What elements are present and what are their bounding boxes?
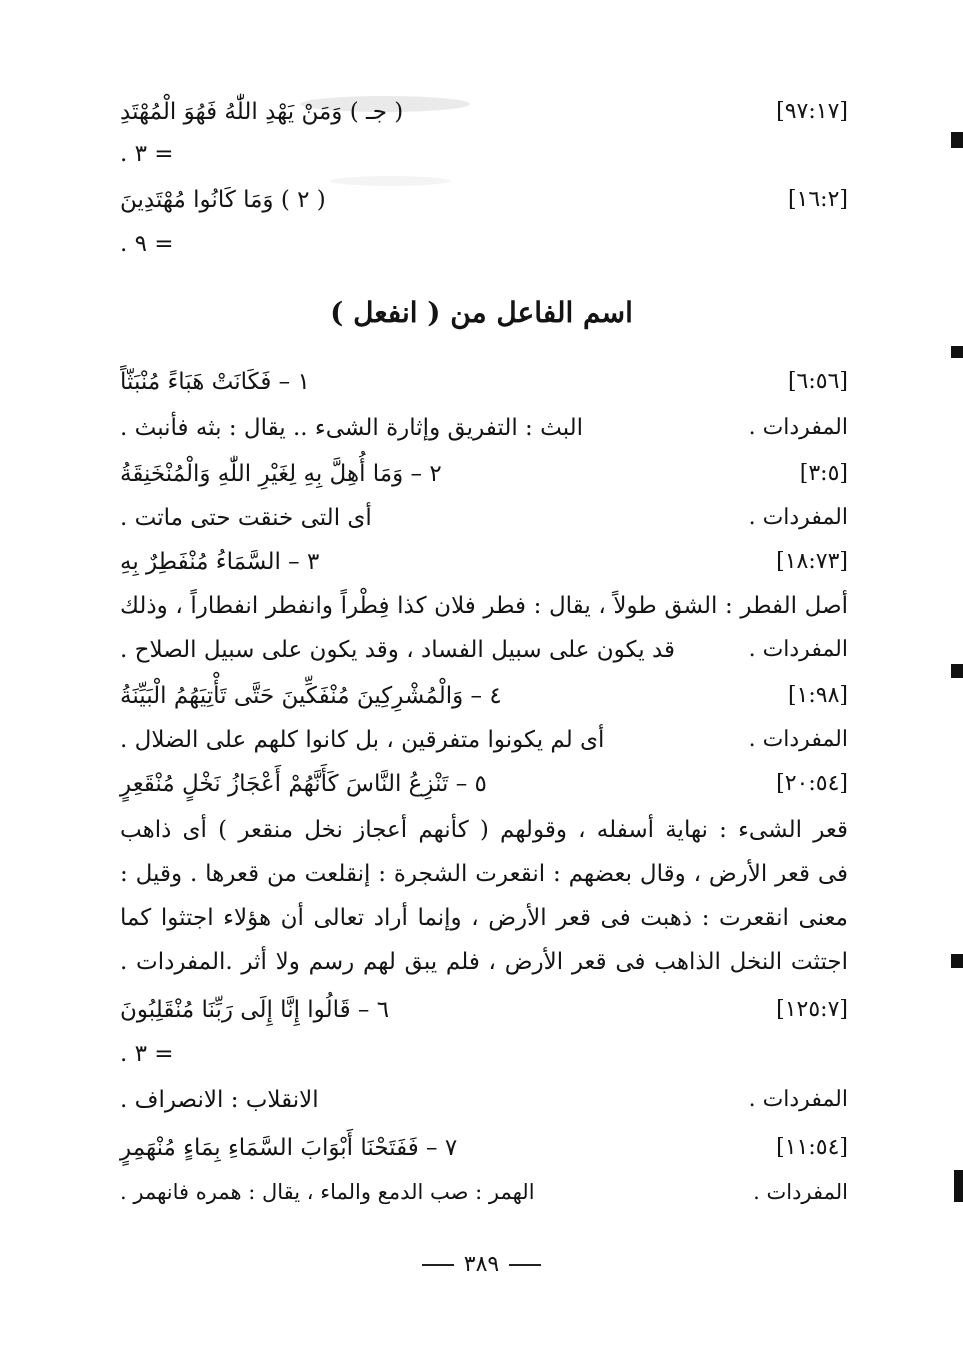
source-label: المفردات . <box>748 505 848 530</box>
note-text: الانقلاب : الانصراف . <box>120 1087 319 1113</box>
source-label: المفردات . <box>753 1180 848 1204</box>
page-number: ٣٨٩ <box>463 1252 500 1277</box>
count-line <box>120 1032 848 1076</box>
page-footer <box>0 1248 963 1282</box>
note-line <box>120 1170 848 1214</box>
source-label: المفردات . <box>748 1087 848 1112</box>
note-line <box>120 940 848 984</box>
count-text: = ٩ . <box>120 231 174 257</box>
edge-mark <box>951 132 963 148</box>
verse-text: ( ٢ ) وَمَا كَانُوا مُهْتَدِينَ <box>120 187 326 213</box>
source-label: المفردات . <box>748 727 848 752</box>
note-text: قعر الشىء : نهاية أسفله ، وقولهم ( كأنهم أعجاز نخل منقعر ) أى ذاهب <box>120 817 848 843</box>
verse-line <box>120 762 848 806</box>
footer-dash <box>422 1264 454 1266</box>
note-text: معنى انقعرت : ذهبت فى قعر الأرض ، وإنما أراد تعالى أن هؤلاء اجتثوا كما <box>120 905 848 931</box>
note-text: أصل الفطر : الشق طولاً ، يقال : فطر فلان كذا فِطْراً وانفطر انفطاراً ، وذلك <box>120 593 848 619</box>
verse-text: ١ – فَكَانَتْ هَبَاءً مُنْبَثّاً <box>120 369 310 395</box>
note-line <box>120 718 848 762</box>
verse-line <box>120 540 848 584</box>
verse-line <box>120 90 848 134</box>
verse-text: ٥ – تَنْزِعُ النَّاسَ كَأَنَّهُمْ أَعْجَازُ نَخْلٍ مُنْقَعِرٍ <box>120 771 487 797</box>
verse-line <box>120 674 848 718</box>
verse-line <box>120 1126 848 1170</box>
note-line <box>120 406 848 450</box>
note-text: أى التى خنقت حتى ماتت . <box>120 505 372 531</box>
note-text: قد يكون على سبيل الفساد ، وقد يكون على سبيل الصلاح . <box>120 637 676 663</box>
verse-line <box>120 988 848 1032</box>
footer-dash <box>509 1264 541 1266</box>
note-line <box>120 628 848 672</box>
note-text: الهمر : صب الدمع والماء ، يقال : همره فانهمر . <box>120 1180 535 1204</box>
note-line <box>120 808 848 852</box>
verse-reference: [١١:٥٤] <box>776 1135 848 1160</box>
source-label: المفردات . <box>748 637 848 662</box>
verse-reference: [٦:٥٦] <box>787 369 848 394</box>
note-line <box>120 896 848 940</box>
verse-reference: [٢٠:٥٤] <box>776 771 848 796</box>
note-line <box>120 1078 848 1122</box>
verse-reference: [١:٩٨] <box>787 683 848 708</box>
verse-text: ٢ – وَمَا أُهِلَّ بِهِ لِغَيْرِ اللّٰهِ وَالْمُنْخَنِقَةُ <box>120 461 442 487</box>
verse-reference: [١٢٥:٧] <box>776 997 848 1022</box>
count-line <box>120 222 848 266</box>
edge-mark <box>951 664 963 678</box>
source-label: المفردات . <box>748 415 848 440</box>
note-line <box>120 496 848 540</box>
verse-text: ٣ – السَّمَاءُ مُنْفَطِرٌ بِهِ <box>120 549 320 575</box>
verse-text: ( جـ ) وَمَنْ يَهْدِ اللّٰهُ فَهُوَ الْمُهْتَدِ <box>120 99 404 125</box>
verse-line <box>120 452 848 496</box>
section-title: اسم الفاعل من ( انفعل ) <box>330 296 633 329</box>
verse-line <box>120 178 848 222</box>
verse-reference: [١٦:٢] <box>787 187 848 212</box>
verse-line <box>120 360 848 404</box>
verse-text: ٤ – وَالْمُشْرِكِينَ مُنْفَكِّينَ حَتَّى تَأْتِيَهُمُ الْبَيِّنَةُ <box>120 683 502 709</box>
note-line <box>120 584 848 628</box>
verse-reference: [٣:٥] <box>799 461 848 486</box>
note-text: اجتثت النخل الذاهب فى قعر الأرض ، فلم يبق لهم رسم ولا أثر .المفردات . <box>120 949 848 975</box>
edge-mark <box>951 954 963 968</box>
verse-text: ٦ – قَالُوا إِنَّا إِلَى رَبِّنَا مُنْقَلِبُونَ <box>120 997 390 1023</box>
note-text: البث : التفريق وإثارة الشىء .. يقال : بثه فأنبث . <box>120 415 584 441</box>
verse-reference: [١٨:٧٣] <box>776 549 848 574</box>
count-text: = ٣ . <box>120 1041 174 1067</box>
note-text: فى قعر الأرض ، وقال بعضهم : انقعرت الشجرة : إنقلعت من قعرها . وقيل : <box>120 861 848 887</box>
edge-mark <box>954 1170 963 1202</box>
note-line <box>120 852 848 896</box>
verse-reference: [٩٧:١٧] <box>776 99 848 124</box>
note-text: أى لم يكونوا متفرقين ، بل كانوا كلهم على الضلال . <box>120 727 605 753</box>
count-line <box>120 132 848 176</box>
count-text: = ٣ . <box>120 141 174 167</box>
edge-mark <box>951 346 963 358</box>
verse-text: ٧ – فَفَتَحْنَا أَبْوَابَ السَّمَاءِ بِمَاءٍ مُنْهَمِرٍ <box>120 1135 458 1161</box>
